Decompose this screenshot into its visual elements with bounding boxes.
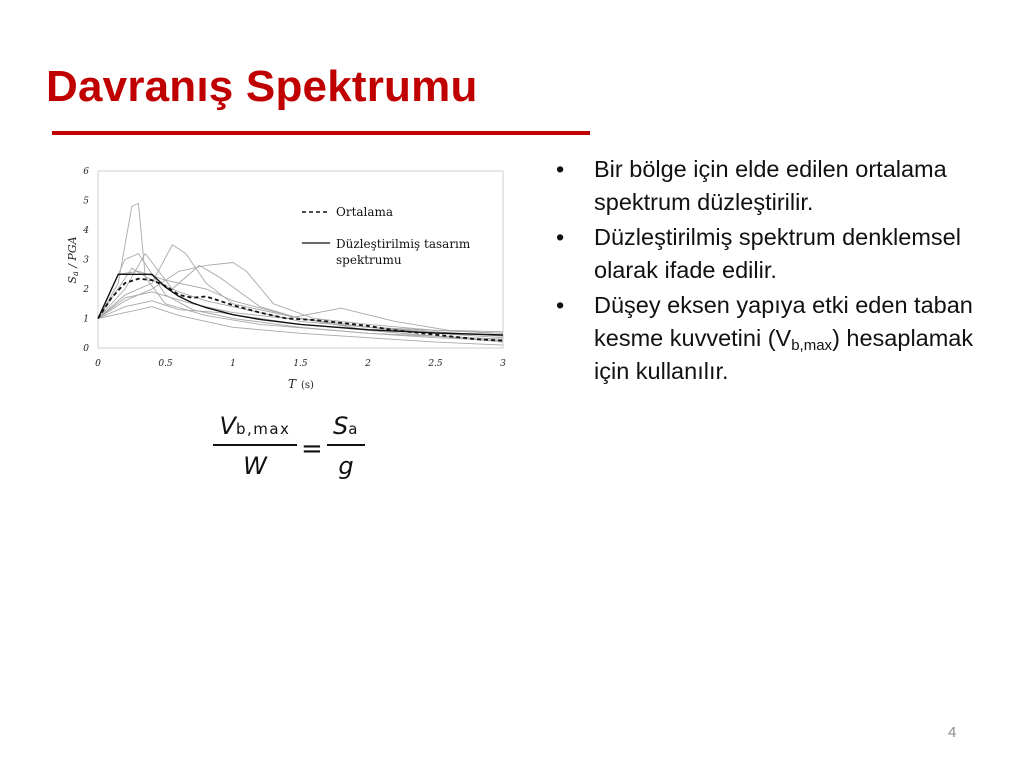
bullet-dot: • bbox=[556, 292, 565, 318]
slide-title: Davranış Spektrumu bbox=[46, 62, 478, 111]
tick-layer bbox=[82, 167, 506, 369]
formula-left-fraction bbox=[213, 412, 297, 480]
formula-right-denominator: g bbox=[338, 451, 354, 480]
y-tick-label: 1 bbox=[83, 314, 89, 325]
x-axis-label: T bbox=[288, 377, 297, 391]
x-tick-label: 0 bbox=[95, 359, 101, 369]
title-underline bbox=[52, 131, 590, 135]
y-axis-label: Sa / PGA bbox=[66, 236, 80, 284]
legend-label-design-spectrum-line2: spektrumu bbox=[336, 253, 402, 267]
bullet-text-end: ) hesaplamak için kullanılır. bbox=[594, 325, 974, 384]
x-axis-unit: (s) bbox=[301, 380, 314, 391]
formula-right-fraction bbox=[327, 412, 365, 480]
formula-left-denominator: W bbox=[243, 451, 267, 480]
bullet-subscript: b,max bbox=[791, 337, 833, 354]
record-spectrum-line bbox=[98, 307, 503, 345]
x-tick-label: 2 bbox=[365, 359, 371, 369]
base-shear-formula bbox=[205, 412, 375, 492]
formula-left-numerator: Vb,max bbox=[219, 412, 291, 440]
y-tick-label: 5 bbox=[83, 196, 89, 207]
record-spectrum-line bbox=[98, 271, 503, 342]
page-number: 4 bbox=[948, 724, 957, 741]
bullet-item bbox=[552, 289, 992, 388]
record-spectrum-line bbox=[98, 254, 503, 341]
record-spectrum-line bbox=[98, 245, 503, 333]
y-tick-label: 3 bbox=[83, 255, 89, 266]
legend-label-design-spectrum: Düzleştirilmiş tasarım bbox=[336, 237, 471, 251]
y-tick-label: 0 bbox=[83, 344, 89, 354]
legend-label-ortalama: Ortalama bbox=[336, 205, 394, 219]
bullet-text: Düşey eksen yapıya etki eden taban kesme kuvvetini (V bbox=[594, 292, 973, 351]
bullet-item bbox=[552, 221, 992, 287]
x-tick-label: 1.5 bbox=[293, 359, 308, 369]
bullet-dot: • bbox=[556, 224, 565, 250]
formula-equals: = bbox=[301, 434, 323, 464]
chart-svg bbox=[56, 160, 516, 400]
bullet-item bbox=[552, 153, 992, 219]
x-tick-label: 0.5 bbox=[158, 359, 173, 369]
x-tick-label: 2.5 bbox=[428, 359, 443, 369]
mean-spectrum-line bbox=[98, 279, 503, 341]
formula-right-numerator: Sa bbox=[333, 412, 359, 440]
record-spectrum-line bbox=[98, 263, 503, 334]
response-spectrum-chart bbox=[56, 160, 516, 400]
y-tick-label: 2 bbox=[83, 285, 89, 295]
record-spectrum-line bbox=[98, 292, 503, 332]
fraction-bar bbox=[213, 444, 297, 446]
x-tick-label: 1 bbox=[230, 359, 236, 369]
series-layer bbox=[98, 203, 503, 345]
bullet-dot: • bbox=[556, 156, 565, 182]
x-tick-label: 3 bbox=[500, 359, 506, 369]
y-tick-label: 4 bbox=[83, 226, 89, 236]
fraction-bar bbox=[327, 444, 365, 446]
bullet-list bbox=[552, 153, 992, 390]
y-tick-label: 6 bbox=[83, 167, 89, 177]
bullet-text: Düzleştirilmiş spektrum denklemsel olarak ifade edilir. bbox=[594, 224, 961, 283]
bullet-text: Bir bölge için elde edilen ortalama spektrum düzleştirilir. bbox=[594, 156, 947, 215]
